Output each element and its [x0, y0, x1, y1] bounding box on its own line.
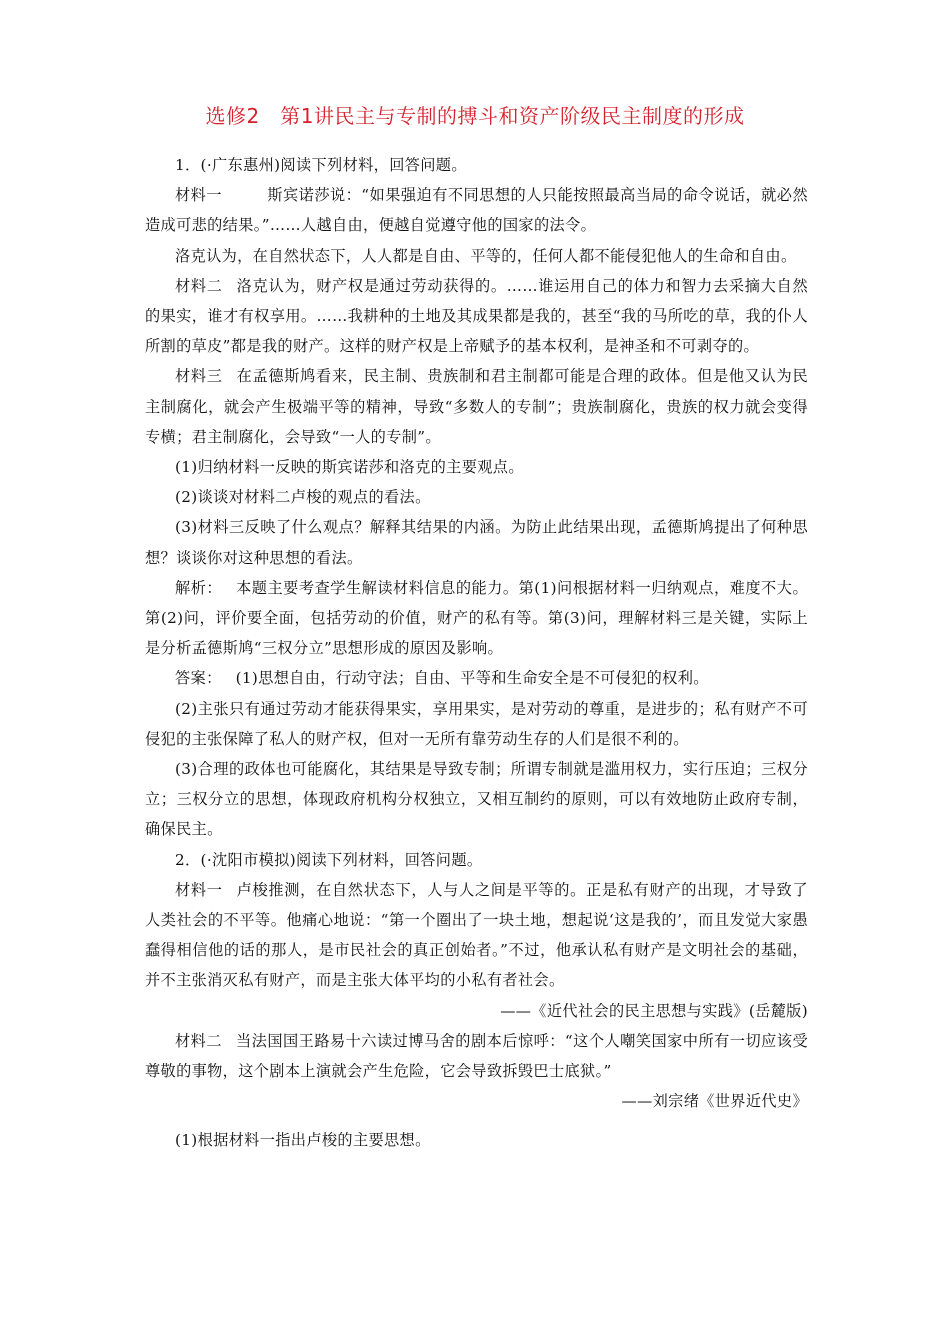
q2-subquestion-1: (1)根据材料一指出卢梭的主要思想。: [175, 1130, 431, 1149]
q1-analysis-text: 本题主要考查学生解读材料信息的能力。第(1)问根据材料一归纳观点，难度不大。第(2)问，评价要全面，包括劳动的价值，财产的私有等。第(3)问，理解材料三是关键，实际上是分析孟德斯鸠“三权分立”思想形成的原因及影响。: [145, 578, 808, 658]
q1-material-1-text: 斯宾诺莎说：“如果强迫有不同思想的人只能按照最高当局的命令说话，就必然造成可悲的结果。”……人越自由，便越自觉遵守他的国家的法令。: [145, 186, 809, 235]
q1-answer-3: (3)合理的政体也可能腐化，其结果是导致专制；所谓专制就是滥用权力，实行压迫；三权分立；三权分立的思想，体现政府机构分权独立，又相互制约的原则，可以有效地防止政府专制，确保民主。: [145, 760, 808, 839]
q1-subquestion-2: (2)谈谈对材料二卢梭的观点的看法。: [175, 488, 431, 507]
q2-material-2-source: ——刘宗绪《世界近代史》: [621, 1092, 808, 1111]
q2-material-2: [145, 1026, 808, 1086]
q1-subquestion-1: (1)归纳材料一反映的斯宾诺莎和洛克的主要观点。: [175, 458, 524, 477]
q1-subquestion-3: (3)材料三反映了什么观点？解释其结果的内涵。为防止此结果出现，孟德斯鸠提出了何种思想？谈谈你对这种思想的看法。: [145, 518, 808, 567]
document-body: [145, 150, 808, 1155]
q1-answer-label: 答案：: [175, 669, 222, 688]
q1-answer: [145, 663, 808, 693]
page-title: 选修2 第1讲民主与专制的搏斗和资产阶级民主制度的形成: [205, 104, 745, 128]
q1-material-1: [145, 180, 808, 240]
q2-material-2-label: 材料二: [175, 1031, 222, 1050]
q1-material-1-text-2: 洛克认为，在自然状态下，人人都是自由、平等的，任何人都不能侵犯他人的生命和自由。: [175, 246, 797, 265]
q1-answer-2: (2)主张只有通过劳动才能获得果实，享用果实，是对劳动的尊重，是进步的；私有财产不可侵犯的主张保障了私人的财产权，但对一无所有靠劳动生存的人们是很不利的。: [145, 699, 808, 748]
q1-material-3: [145, 361, 808, 452]
q1-analysis-label: 解析：: [175, 578, 223, 597]
q1-material-2-label: 材料二: [175, 276, 223, 295]
q1-material-1-label: 材料一: [175, 186, 254, 205]
q1-material-2: [145, 271, 808, 362]
q1-analysis: [145, 573, 808, 664]
q2-material-1-text: 卢梭推测，在自然状态下，人与人之间是平等的。正是私有财产的出现，才导致了人类社会的不平等。他痛心地说：“第一个圈出了一块土地，想起说‘这是我的’，而且发觉大家愚蠢得相信他的话的那人，是市民社会的真正创始者。”不过，他承认私有财产是文明社会的基础，并不主张消灭私有财产，而是主张大体平均的小私有者社会。: [145, 880, 808, 990]
q1-answer-1: (1)思想自由，行动守法；自由、平等和生命安全是不可侵犯的权利。: [235, 669, 709, 688]
question-2-intro: 2．(·沈阳市模拟)阅读下列材料，回答问题。: [175, 850, 483, 869]
q2-material-1-label: 材料一: [175, 880, 223, 899]
q1-material-2-text: 洛克认为，财产权是通过劳动获得的。……谁运用自己的体力和智力去采摘大自然的果实，谁才有权享用。……我耕种的土地及其成果都是我的，甚至“我的马所吃的草，我的仆人所割的草皮”都是我的财产。这样的财产权是上帝赋予的基本权利，是神圣和不可剥夺的。: [145, 276, 808, 356]
q2-material-1: [145, 875, 808, 996]
q1-material-3-text: 在孟德斯鸠看来，民主制、贵族制和君主制都可能是合理的政体。但是他又认为民主制腐化，就会产生极端平等的精神，导致“多数人的专制”；贵族制腐化，贵族的权力就会变得专横；君主制腐化，会导致“一人的专制”。: [145, 367, 808, 446]
question-1-intro: 1．(·广东惠州)阅读下列材料，回答问题。: [175, 156, 467, 174]
q1-material-3-label: 材料三: [175, 367, 223, 386]
q2-material-1-source: ——《近代社会的民主思想与实践》(岳麓版): [500, 1001, 808, 1020]
q2-material-2-text: 当法国国王路易十六读过博马舍的剧本后惊呼：“这个人嘲笑国家中所有一切应该受尊敬的事物，这个剧本上演就会产生危险，它会导致拆毁巴士底狱。”: [145, 1031, 808, 1081]
